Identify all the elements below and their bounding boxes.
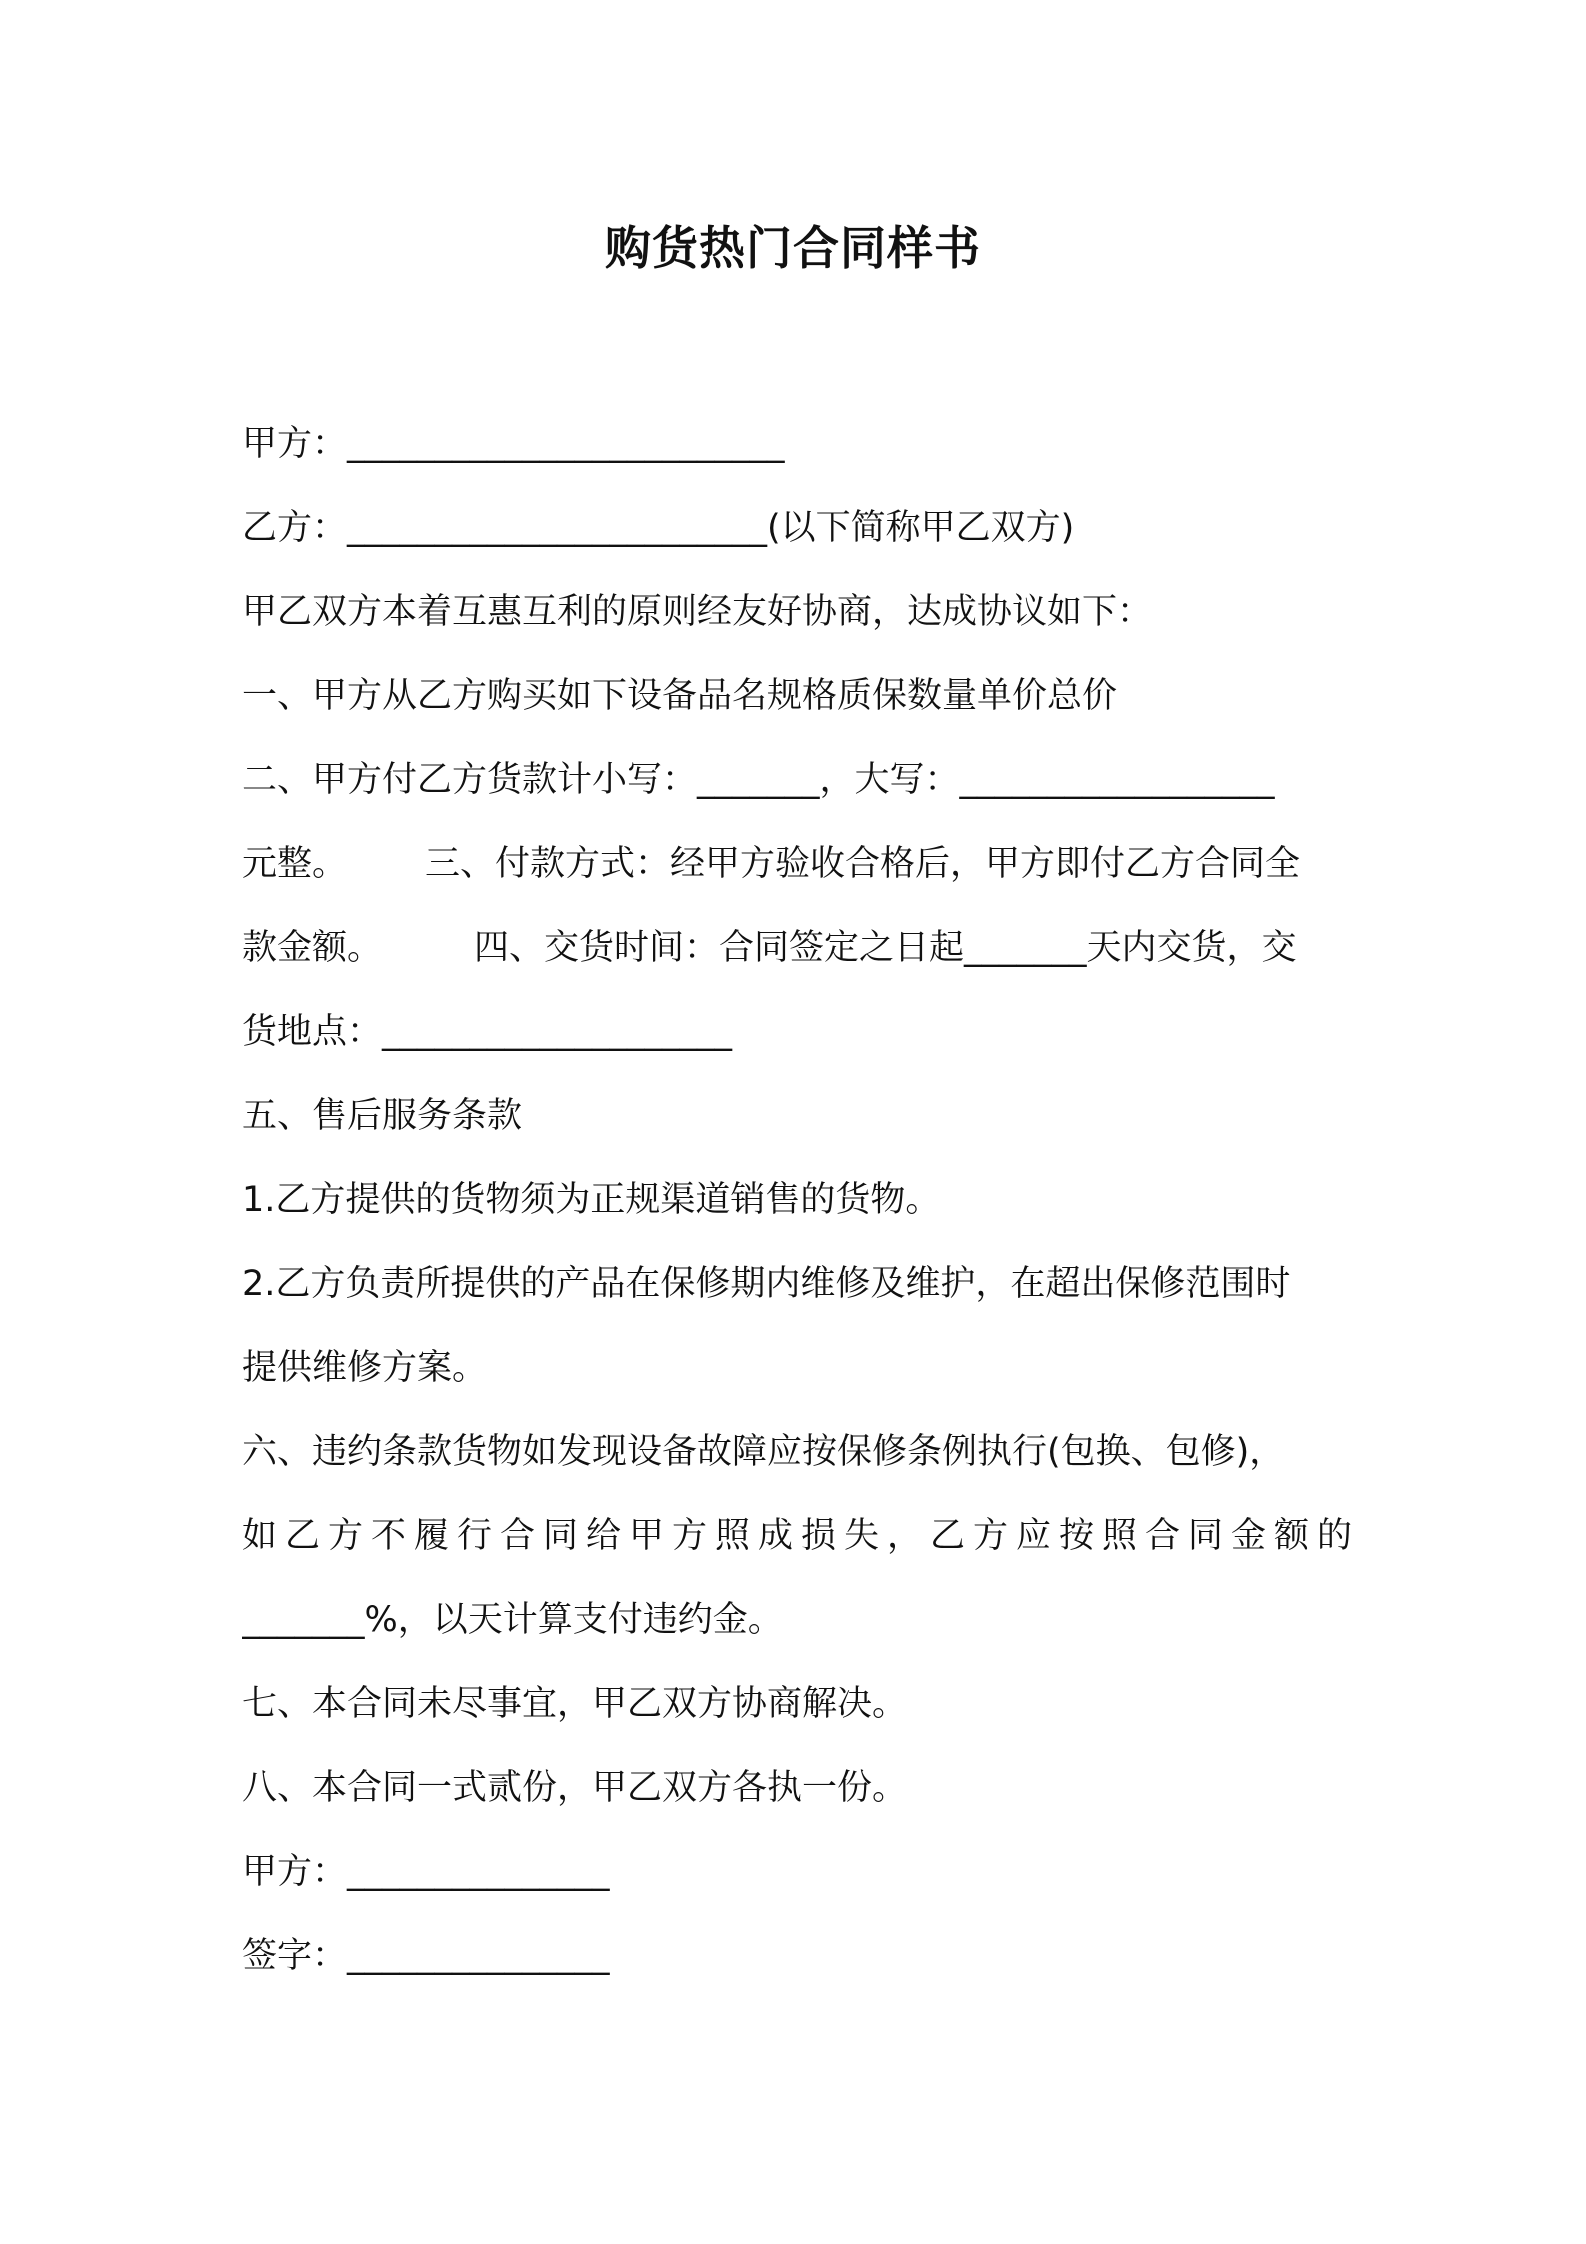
clause-6-cont: 如乙方不履行合同给甲方照成损失，乙方应按照合同金额的	[242, 1516, 1352, 1556]
clause-3-4-line	[242, 906, 1352, 990]
clause-5-item-1: 1.乙方提供的货物须为正规渠道销售的货物。	[242, 1180, 941, 1220]
clause-3: 三、付款方式：经甲方验收合格后，甲方即付乙方合同全	[425, 844, 1301, 884]
party-b-field: 乙方：________________________(以下简称甲乙双方)	[242, 508, 1075, 548]
clause-6-penalty: _______%，以天计算支付违约金。	[242, 1600, 783, 1640]
clause-8: 八、本合同一式贰份，甲乙双方各执一份。	[242, 1768, 908, 1808]
clause-2-end: 元整。	[242, 844, 348, 884]
contract-body	[242, 402, 1352, 1998]
clause-6: 六、违约条款货物如发现设备故障应按保修条例执行(包换、包修)，	[242, 1432, 1285, 1472]
clause-2: 二、甲方付乙方货款计小写：_______，大写：__________________	[242, 760, 1275, 800]
signature-party-a: 甲方：_______________	[242, 1852, 610, 1892]
clause-2-3-line	[242, 822, 1352, 906]
document-title: 购货热门合同样书	[605, 221, 981, 275]
intro-paragraph: 甲乙双方本着互惠互利的原则经友好协商，达成协议如下：	[242, 592, 1153, 632]
clause-5-item-2-cont: 提供维修方案。	[242, 1348, 488, 1388]
delivery-location-field: 货地点：____________________	[242, 1012, 733, 1052]
clause-5-heading: 五、售后服务条款	[242, 1096, 523, 1136]
signature-field: 签字：_______________	[242, 1936, 610, 1976]
clause-1: 一、甲方从乙方购买如下设备品名规格质保数量单价总价	[242, 676, 1118, 716]
clause-7: 七、本合同未尽事宜，甲乙双方协商解决。	[242, 1684, 908, 1724]
clause-4: 四、交货时间：合同签定之日起_______天内交货，交	[474, 928, 1297, 968]
clause-5-item-2: 2.乙方负责所提供的产品在保修期内维修及维护，在超出保修范围时	[242, 1264, 1291, 1304]
clause-3-end: 款金额。	[242, 928, 383, 968]
party-a-field: 甲方：_________________________	[242, 424, 785, 464]
